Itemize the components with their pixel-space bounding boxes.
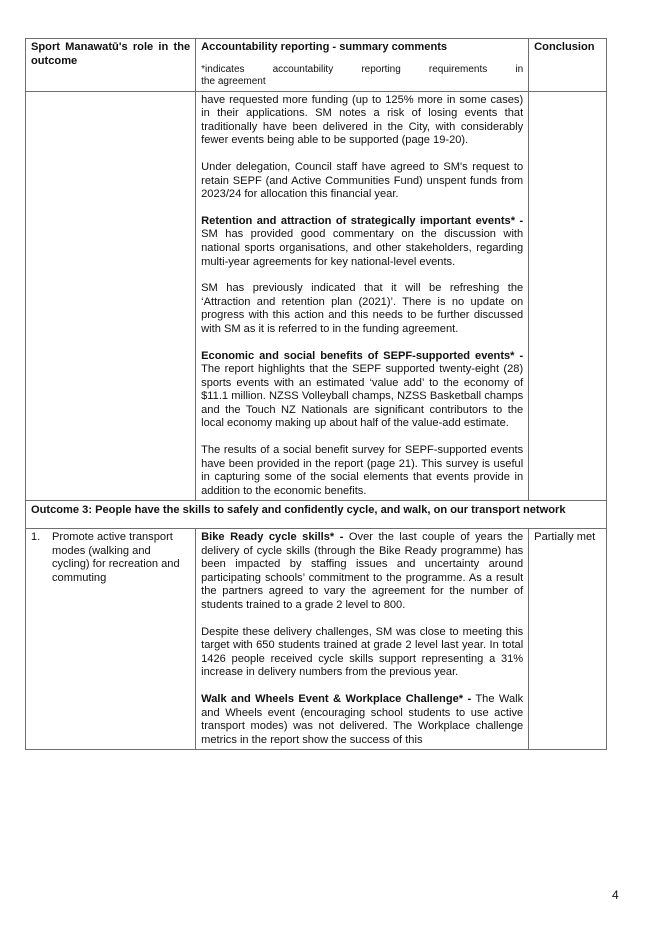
header-note-line1: *indicates accountability reporting requirements in: [201, 63, 524, 75]
paragraph: SM has previously indicated that it will be refreshing the ‘Attraction and retention plan (2021)’. There is no update on progress with this action and this needs to be further discussed with SM as it is referred to in the funding agreement.: [201, 282, 524, 335]
table-header-row: [26, 39, 607, 92]
paragraph: Bike Ready cycle skills* - Over the last couple of years the delivery of cycle skills (through the Bike Ready programme) has been impacted by staffing issues and uncertainty around participating schools’ commitment to the programme. As a result the partners agreed to vary the agreement for the number of students trained to a grade 2 level to 800.: [201, 531, 524, 611]
outcome-heading: Outcome 3: People have the skills to safely and confidently cycle, and walk, on our transport network: [26, 501, 607, 529]
page-number: 4: [612, 888, 619, 902]
table-row: [26, 91, 607, 501]
subheading: Walk and Wheels Event & Workplace Challenge* -: [201, 692, 472, 705]
reporting-cell: [196, 91, 529, 501]
header-conclusion: Conclusion: [529, 39, 607, 92]
role-cell: [26, 529, 196, 750]
paragraph: Despite these delivery challenges, SM was close to meeting this target with 650 students trained at grade 2 level last year. In total 1426 people received cycle skills support representing a 31% increase in delivery numbers from the previous year.: [201, 625, 524, 679]
header-role-text: Sport Manawatū's role in the outcome: [31, 41, 191, 67]
subheading: Retention and attraction of strategically important events* -: [201, 214, 524, 227]
conclusion-cell: Partially met: [529, 529, 607, 750]
paragraph: Under delegation, Council staff have agreed to SM's request to retain SEPF (and Active Communities Fund) unspent funds from 2023/24 for allocation this financial year.: [201, 160, 524, 201]
subheading: Economic and social benefits of SEPF-supported events* -: [201, 349, 524, 362]
accountability-table: [25, 38, 607, 750]
paragraph: The results of a social benefit survey for SEPF-supported events have been provided in the report (page 21). This survey is useful in capturing some of the social elements that events provide in addition to the economic benefits.: [201, 444, 524, 497]
paragraph: Economic and social benefits of SEPF-supported events* - The report highlights that the SEPF supported twenty-eight (28) sports events with an estimated ‘value add’ to the economy of $11.1 million. NZSS Volleyball champs, NZSS Basketball champs and the Touch NZ Nationals are significant contributors to the local economy making up about half of the value-add estimate.: [201, 349, 524, 430]
header-reporting-note: [201, 64, 523, 89]
paragraph: have requested more funding (up to 125% more in some cases) in their applications. SM notes a risk of losing events that traditionally have been delivered in the City, with considerably fewer events being able to be supported (page 19-20).: [201, 93, 524, 147]
header-reporting-title: Accountability reporting - summary comments: [201, 41, 448, 53]
list-number: 1.: [31, 531, 41, 544]
reporting-cell: [196, 529, 529, 750]
conclusion-cell-empty: [529, 91, 607, 501]
list-item: [31, 531, 190, 585]
paragraph: Retention and attraction of strategically important events* - SM has provided good commentary on the discussion with national sports organisations, and other stakeholders, regarding multi-year agreements for key national-level events.: [201, 214, 524, 268]
paragraph: Walk and Wheels Event & Workplace Challenge* - The Walk and Wheels event (encouraging school students to use active transport modes) was not delivered. The Workplace challenge metrics in the report show the success of this: [201, 692, 524, 746]
header-reporting: [196, 39, 529, 92]
header-role: [26, 39, 196, 92]
role-text: Promote active transport modes (walking and cycling) for recreation and commuting: [52, 531, 180, 584]
role-cell-empty: [26, 91, 196, 501]
header-note-line2: the agreement: [201, 76, 266, 88]
subheading: Bike Ready cycle skills* -: [201, 531, 344, 544]
table-row: [26, 529, 607, 750]
outcome-row: [26, 501, 607, 529]
